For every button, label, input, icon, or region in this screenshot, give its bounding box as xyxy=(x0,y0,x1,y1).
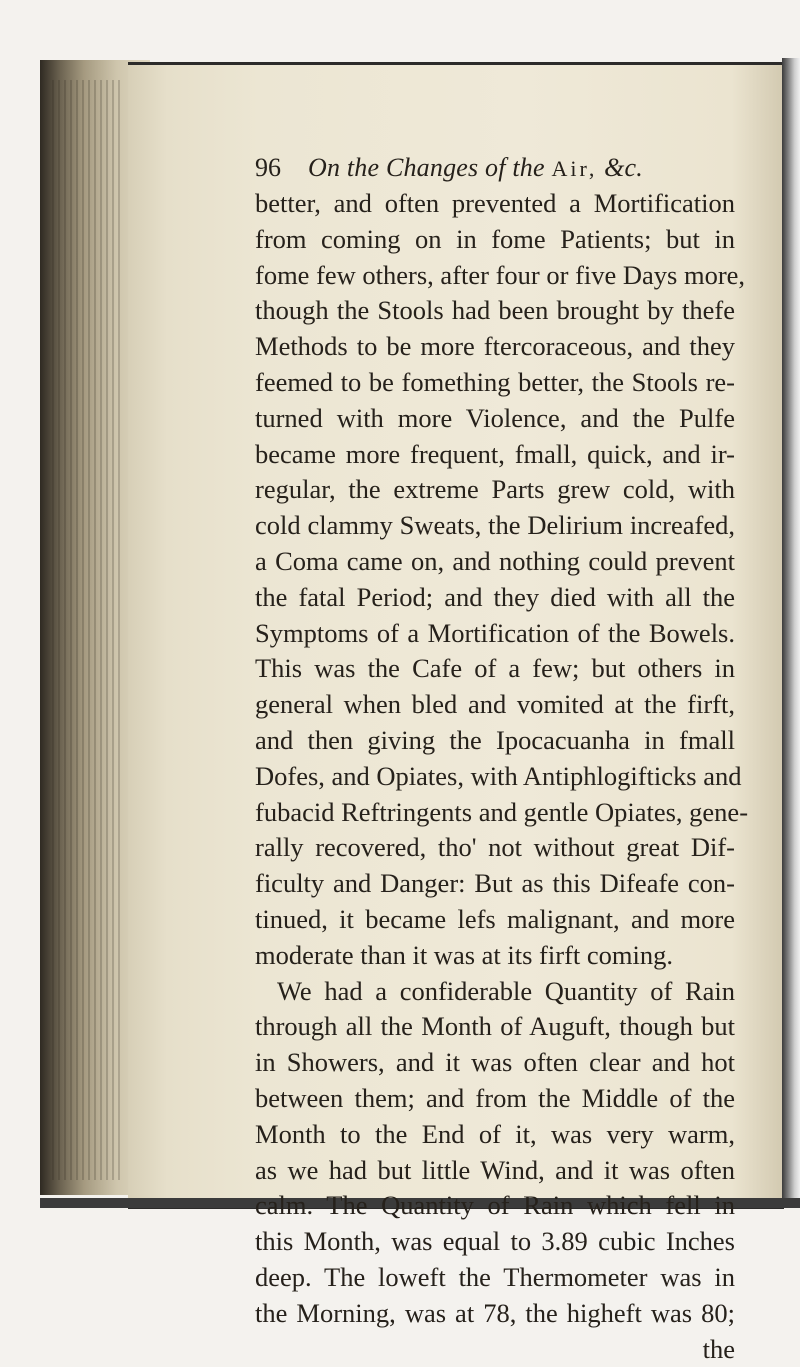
text-line: Methods to be more ftercoraceous, and they xyxy=(255,329,735,365)
text-line: as we had but little Wind, and it was often xyxy=(255,1153,735,1189)
page-number: 96 xyxy=(255,150,281,186)
text-line: and then giving the Ipocacuanha in fmall xyxy=(255,723,735,759)
text-line: moderate than it was at its firft coming. xyxy=(255,938,735,974)
text-line: though the Stools had been brought by thefe xyxy=(255,293,735,329)
text-line: feemed to be fomething better, the Stools re- xyxy=(255,365,735,401)
text-line: fome few others, after four or five Days more, xyxy=(255,258,735,294)
text-line: Month to the End of it, was very warm, xyxy=(255,1117,735,1153)
page-edge xyxy=(782,58,800,1208)
page-header xyxy=(255,150,735,186)
text-line: a Coma came on, and nothing could prevent xyxy=(255,544,735,580)
catchword: the xyxy=(255,1332,735,1367)
text-line: Symptoms of a Mortification of the Bowels. xyxy=(255,616,735,652)
text-line: deep. The loweft the Thermometer was in xyxy=(255,1260,735,1296)
text-line: fubacid Reftringents and gentle Opiates, gene- xyxy=(255,795,735,831)
text-line: between them; and from the Middle of the xyxy=(255,1081,735,1117)
text-line: this Month, was equal to 3.89 cubic Inches xyxy=(255,1224,735,1260)
text-line: the fatal Period; and they died with all the xyxy=(255,580,735,616)
text-line: calm. The Quantity of Rain which fell in xyxy=(255,1188,735,1224)
text-line: cold clammy Sweats, the Delirium increafed, xyxy=(255,508,735,544)
text-line: general when bled and vomited at the firft, xyxy=(255,687,735,723)
text-line: through all the Month of Auguft, though but xyxy=(255,1009,735,1045)
text-line: better, and often prevented a Mortification xyxy=(255,186,735,222)
running-head-title: On the Changes of the xyxy=(308,153,551,182)
text-line: This was the Cafe of a few; but others in xyxy=(255,651,735,687)
page-text xyxy=(255,150,735,1367)
text-line: the Morning, was at 78, the higheft was 80; xyxy=(255,1296,735,1332)
running-head-caps: Air, xyxy=(551,156,597,181)
text-line: We had a confiderable Quantity of Rain xyxy=(255,974,735,1010)
running-head xyxy=(308,150,643,187)
running-head-etc: &c. xyxy=(597,153,643,182)
text-line: turned with more Violence, and the Pulfe xyxy=(255,401,735,437)
text-line: tinued, it became lefs malignant, and more xyxy=(255,902,735,938)
spine-texture xyxy=(52,80,122,1180)
text-line: in Showers, and it was often clear and hot xyxy=(255,1045,735,1081)
text-line: rally recovered, tho' not without great Dif- xyxy=(255,830,735,866)
text-line: became more frequent, fmall, quick, and ir- xyxy=(255,437,735,473)
text-line: Dofes, and Opiates, with Antiphlogifticks and xyxy=(255,759,735,795)
text-line: from coming on in fome Patients; but in xyxy=(255,222,735,258)
text-line: ficulty and Danger: But as this Difeafe con- xyxy=(255,866,735,902)
text-line: regular, the extreme Parts grew cold, with xyxy=(255,472,735,508)
